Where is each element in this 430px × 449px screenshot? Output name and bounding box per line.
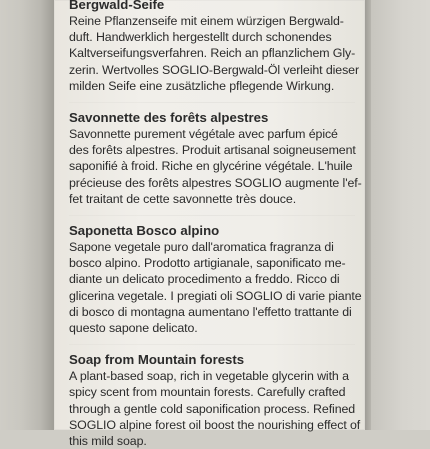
- section-divider: [69, 344, 355, 345]
- section-line: duft. Handwerklich hergestellt durch schonendes: [69, 30, 332, 45]
- section-french: [69, 110, 362, 207]
- section-line: spicy scent from mountain forests. Carefully crafted: [69, 385, 346, 400]
- section-english: [69, 352, 361, 449]
- section-divider: [69, 215, 355, 216]
- section-line: zerin. Wertvolles SOGLIO-Bergwald-Öl verleiht dieser: [69, 62, 359, 77]
- section-title-french: Savonnette des forêts alpestres: [69, 110, 269, 126]
- section-divider: [69, 102, 355, 103]
- section-line: milden Seife eine zusätzliche pflegende Wirkung.: [69, 78, 335, 93]
- section-line: through a gentle cold saponification process. Refined: [69, 401, 356, 416]
- section-line: diante un delicato procedimento a freddo. Ricco di: [69, 272, 340, 287]
- left-box-shadow: [0, 0, 54, 430]
- section-line: des forêts alpestres. Produit artisanal soigneusement: [69, 143, 356, 158]
- section-line: this mild soap.: [69, 434, 147, 449]
- right-box-side: [371, 0, 430, 430]
- section-line: Sapone vegetale puro dall'aromatica fragranza di: [69, 240, 334, 255]
- section-line: Savonnette purement végétale avec parfum épicé: [69, 127, 338, 142]
- section-line: fet traitant de cette savonnette très douce.: [69, 191, 297, 206]
- section-line: bosco alpino. Prodotto artigianale, saponificato me-: [69, 256, 346, 271]
- section-line: glicerina vegetale. I pregiati oli SOGLIO di varie piante: [69, 288, 362, 303]
- section-line: questo sapone delicato.: [69, 321, 198, 336]
- section-italian: [69, 223, 362, 336]
- section-title-english: Soap from Mountain forests: [69, 352, 245, 368]
- soap-label-panel: [54, 0, 365, 449]
- section-title-italian: Saponetta Bosco alpino: [69, 223, 220, 239]
- section-title-german: Bergwald-Seife: [69, 0, 165, 12]
- section-line: di bosco di montagna aumentano l'effetto trattante di: [69, 304, 352, 319]
- section-line: SOGLIO alpine forest oil boost the nourishing effect of: [69, 417, 361, 432]
- section-line: A plant-based soap, rich in vegetable glycerin with a: [69, 369, 349, 384]
- section-german: [69, 0, 359, 94]
- label-text-content: [69, 0, 362, 449]
- section-line: saponifié à froid. Riche en glycérine végétale. L'huile: [69, 159, 353, 174]
- section-line: précieuse des forêts alpestres SOGLIO augmente l'ef-: [69, 175, 362, 190]
- section-line: Reine Pflanzenseife mit einem würzigen Bergwald-: [69, 14, 344, 28]
- section-line: Kaltverseifungsverfahren. Reich an pflanzlichem Gly-: [69, 46, 356, 61]
